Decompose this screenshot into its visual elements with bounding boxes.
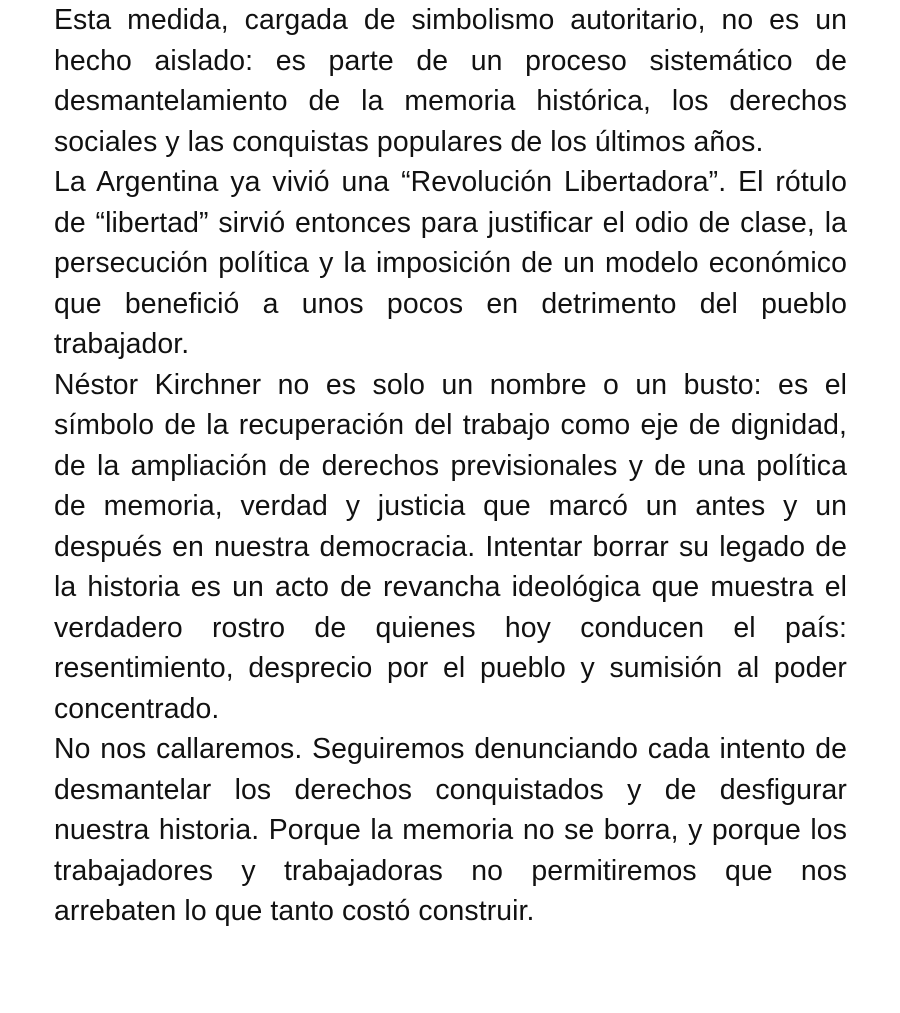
paragraph-4: No nos callaremos. Seguiremos denunciando cada intento de desmantelar los derechos conquistados y de desfigurar nuestra historia. Porque la memoria no se borra, y porque los trabajadores y trabajadoras no permitiremos que nos arrebaten lo que tanto costó construir.: [54, 733, 847, 927]
paragraph-1: Esta medida, cargada de simbolismo autoritario, no es un hecho aislado: es parte de un proceso sistemático de desmantelamiento de la memoria histórica, los derechos sociales y las conquistas populares de los últimos años.: [54, 4, 847, 158]
document-body: [54, 0, 847, 932]
paragraph-2: La Argentina ya vivió una “Revolución Libertadora”. El rótulo de “libertad” sirvió entonces para justificar el odio de clase, la persecución política y la imposición de un modelo económico que benefició a unos pocos en detrimento del pueblo trabajador.: [54, 166, 847, 360]
paragraph-3: Néstor Kirchner no es solo un nombre o un busto: es el símbolo de la recuperación del trabajo como eje de dignidad, de la ampliación de derechos previsionales y de una política de memoria, verdad y justicia que marcó un antes y un después en nuestra democracia. Intentar borrar su legado de la historia es un acto de revancha ideológica que muestra el verdadero rostro de quienes hoy conducen el país: resentimiento, desprecio por el pueblo y sumisión al poder concentrado.: [54, 368, 847, 725]
